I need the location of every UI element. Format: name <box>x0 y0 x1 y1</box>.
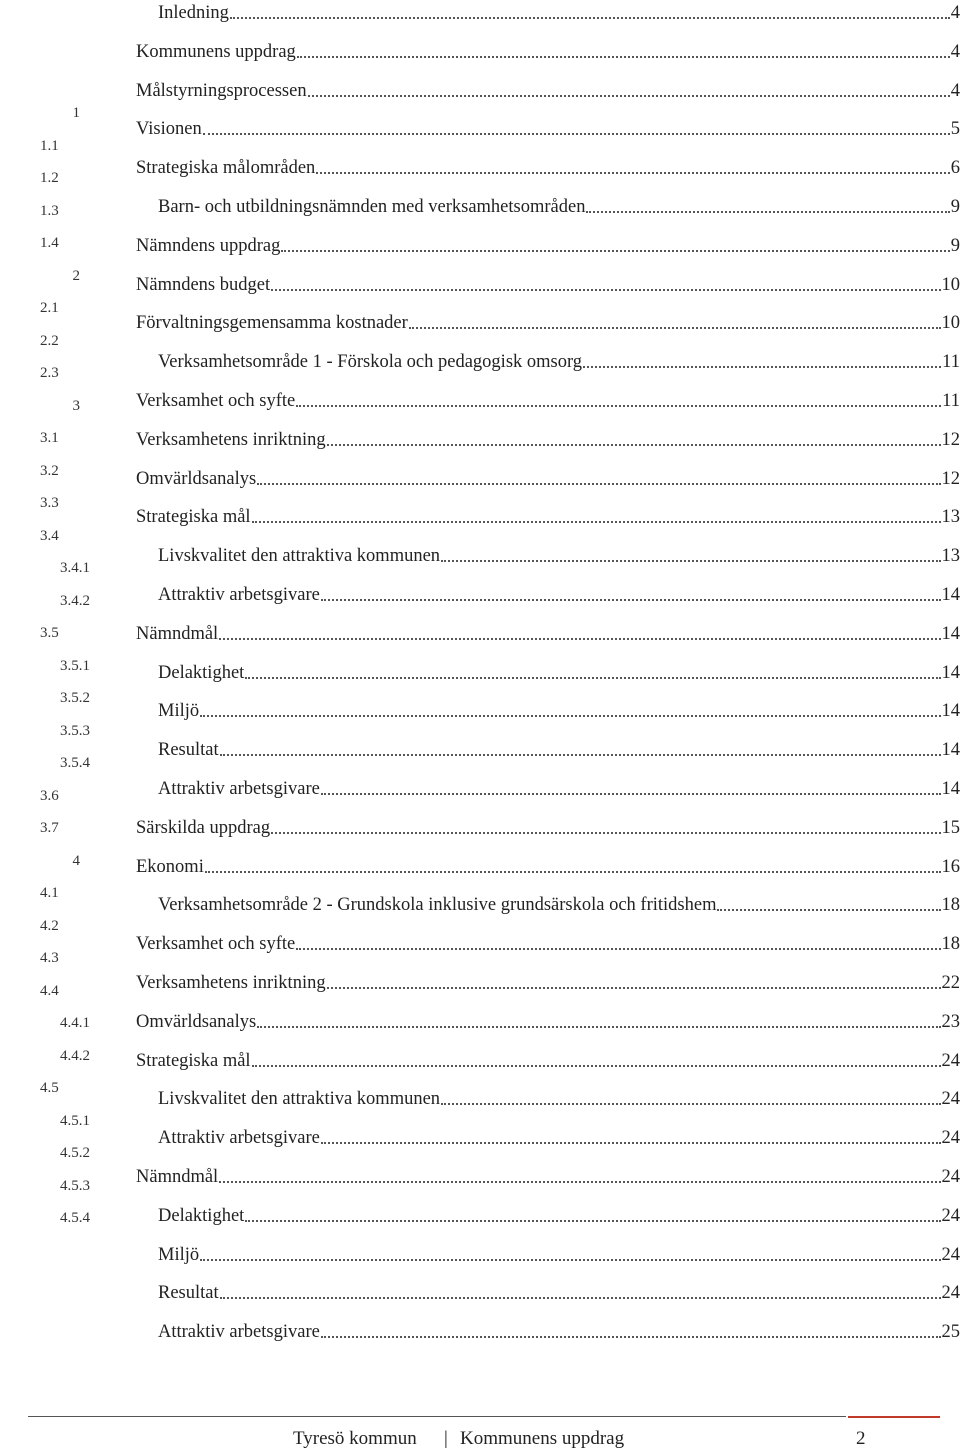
toc-entry[interactable] <box>136 1009 960 1033</box>
toc-entry-title: Miljö <box>158 1244 200 1265</box>
toc-dot-leader <box>245 676 940 679</box>
toc-entry-page: 24 <box>941 1128 960 1149</box>
footer-accent-rule <box>848 1416 940 1418</box>
toc-entry[interactable] <box>136 815 960 839</box>
toc-entry[interactable] <box>136 466 960 490</box>
toc-entry-page: 25 <box>941 1322 960 1343</box>
page-footer <box>0 1425 960 1453</box>
toc-entry-page: 11 <box>942 391 960 411</box>
toc-entry-page: 24 <box>941 1050 960 1071</box>
toc-dot-leader <box>441 559 940 562</box>
toc-entry-page: 14 <box>941 662 960 683</box>
toc-entry[interactable] <box>158 737 960 761</box>
toc-entry-page: 15 <box>941 817 960 838</box>
toc-entry-title: Verksamhetens inriktning <box>136 973 326 993</box>
toc-entry-title: Barn- och utbildningsnämnden med verksamhetsområden <box>158 197 586 217</box>
section-number: 4.3 <box>40 950 59 966</box>
section-number: 4.5.4 <box>60 1210 90 1226</box>
toc-dot-leader <box>219 1180 940 1183</box>
toc-entry-title: Attraktiv arbetsgivare <box>158 1322 320 1343</box>
toc-dot-leader <box>583 365 941 368</box>
toc-entry-page: 24 <box>941 1167 960 1187</box>
toc-dot-leader <box>717 908 940 911</box>
section-number: 3.5.2 <box>60 690 90 706</box>
toc-entry-title: Ekonomi <box>136 856 204 877</box>
toc-entry[interactable] <box>136 155 960 179</box>
toc-dot-leader <box>297 55 950 58</box>
section-number: 3 <box>72 397 80 414</box>
toc-dot-leader <box>220 753 941 756</box>
toc-dot-leader <box>245 1219 940 1222</box>
section-number: 3.5.3 <box>60 722 90 739</box>
section-number: 4.1 <box>40 885 59 901</box>
toc-entry-page: 14 <box>941 585 960 605</box>
toc-entry-title: Strategiska målområden <box>136 158 316 179</box>
toc-entry-title: Visionen <box>136 119 202 140</box>
footer-organization: Tyresö kommun <box>293 1428 417 1449</box>
toc-dot-leader <box>327 986 941 989</box>
toc-entry-page: 24 <box>941 1205 960 1226</box>
section-number: 3.5.1 <box>60 657 90 674</box>
toc-entry-title: Nämndmål <box>136 623 219 644</box>
toc-dot-leader <box>220 1296 941 1299</box>
toc-dot-leader <box>271 288 940 291</box>
toc-entry-title: Strategiska mål <box>136 507 251 528</box>
toc-dot-leader <box>321 1335 941 1338</box>
toc-entry[interactable] <box>158 660 960 684</box>
toc-entry-page: 13 <box>941 546 960 567</box>
footer-rule <box>28 1416 846 1417</box>
toc-entry[interactable] <box>136 1164 960 1188</box>
section-number: 3.1 <box>40 430 59 446</box>
toc-dot-leader <box>321 792 941 795</box>
toc-entry-page: 14 <box>941 740 960 761</box>
toc-entry[interactable] <box>136 427 960 451</box>
toc-dot-leader <box>252 1064 941 1067</box>
toc-dot-leader <box>281 249 949 252</box>
toc-dot-leader <box>252 520 941 523</box>
section-number: 3.5 <box>40 625 59 641</box>
toc-entry-page: 11 <box>942 352 960 373</box>
section-number: 4.4.1 <box>60 1015 90 1031</box>
toc-entry-page: 9 <box>950 235 960 256</box>
footer-separator: | <box>444 1428 448 1449</box>
toc-entry-title: Nämndmål <box>136 1167 219 1187</box>
toc-dot-leader <box>203 132 950 135</box>
toc-entry-page: 4 <box>950 80 960 101</box>
toc-entry[interactable] <box>158 776 960 800</box>
toc-entry[interactable] <box>136 78 960 102</box>
toc-entry[interactable] <box>136 272 960 296</box>
toc-dot-leader <box>200 1258 940 1261</box>
section-number: 4.5.2 <box>60 1145 90 1161</box>
toc-entry[interactable] <box>158 1125 960 1149</box>
toc-entry-page: 12 <box>941 429 960 450</box>
toc-entry[interactable] <box>136 233 960 257</box>
toc-entry[interactable] <box>136 388 960 412</box>
toc-entry[interactable] <box>136 970 960 994</box>
toc-dot-leader <box>321 598 941 601</box>
toc-entry-page: 5 <box>950 119 960 140</box>
section-number: 3.4.2 <box>60 592 90 609</box>
toc-entry-title: Attraktiv arbetsgivare <box>158 585 320 605</box>
section-number: 1.4 <box>40 235 59 251</box>
toc-dot-leader <box>230 16 950 19</box>
toc-entry-title: Attraktiv arbetsgivare <box>158 1128 320 1149</box>
section-number: 3.7 <box>40 820 59 836</box>
section-number: 4 <box>72 852 80 869</box>
toc-entry[interactable] <box>136 39 960 63</box>
toc-entry-page: 18 <box>941 895 960 916</box>
section-number: 2.3 <box>40 365 59 381</box>
section-number: 1 <box>72 105 80 121</box>
toc-entry[interactable] <box>158 543 960 567</box>
toc-entry-title: Förvaltningsgemensamma kostnader <box>136 313 408 334</box>
section-number: 1.2 <box>40 170 59 186</box>
toc-dot-leader <box>296 947 940 950</box>
toc-entry-page: 10 <box>941 274 960 295</box>
toc-entry-page: 10 <box>941 313 960 334</box>
toc-entry-title: Inledning <box>158 3 229 23</box>
toc-entry-title: Nämndens budget <box>136 274 271 295</box>
toc-entry-title: Verksamhetens inriktning <box>136 429 326 450</box>
toc-entry[interactable] <box>158 892 960 916</box>
section-number: 4.5 <box>40 1080 59 1096</box>
toc-entry-title: Verksamhet och syfte <box>136 391 296 411</box>
toc-dot-leader <box>321 1141 941 1144</box>
toc-entry-page: 24 <box>941 1283 960 1304</box>
toc-entry[interactable] <box>136 310 960 334</box>
toc-entry-title: Omvärldsanalys <box>136 1011 257 1032</box>
toc-entry[interactable] <box>158 698 960 722</box>
toc-entry-page: 12 <box>941 468 960 489</box>
toc-entry-page: 18 <box>941 934 960 955</box>
toc-entry-page: 23 <box>941 1011 960 1032</box>
toc-entry[interactable] <box>158 349 960 373</box>
toc-entry[interactable] <box>136 1048 960 1072</box>
toc-entry-title: Attraktiv arbetsgivare <box>158 779 320 799</box>
section-number: 1.1 <box>40 137 59 154</box>
toc-entry[interactable] <box>158 1086 960 1110</box>
toc-entry-title: Delaktighet <box>158 1205 245 1226</box>
toc-entry-page: 14 <box>941 623 960 644</box>
toc-dot-leader <box>409 326 941 329</box>
toc-entry-page: 4 <box>950 3 960 23</box>
section-number: 4.5.3 <box>60 1177 90 1194</box>
toc-entry[interactable] <box>158 194 960 218</box>
toc-entry-title: Nämndens uppdrag <box>136 235 281 256</box>
toc-entry-title: Målstyrningsprocessen <box>136 80 307 101</box>
toc-entry-page: 13 <box>941 507 960 528</box>
toc-entry-page: 22 <box>941 973 960 993</box>
toc-entry-title: Miljö <box>158 701 200 722</box>
toc-entry[interactable] <box>158 1319 960 1343</box>
section-number: 4.4.2 <box>60 1047 90 1064</box>
toc-entry[interactable] <box>158 1203 960 1227</box>
toc-entry-page: 6 <box>950 158 960 179</box>
toc-entry[interactable] <box>136 931 960 955</box>
toc-dot-leader <box>308 94 950 97</box>
section-number: 3.5.4 <box>60 755 90 771</box>
toc-entry-page: 24 <box>941 1244 960 1265</box>
toc-dot-leader <box>586 210 949 213</box>
toc-dot-leader <box>316 171 949 174</box>
toc-entry-page: 14 <box>941 779 960 799</box>
section-number: 3.4.1 <box>60 560 90 576</box>
toc-dot-leader <box>257 1025 940 1028</box>
footer-page-number: 2 <box>856 1428 866 1449</box>
toc-dot-leader <box>205 870 941 873</box>
section-number: 3.3 <box>40 495 59 511</box>
toc-entry-page: 24 <box>941 1089 960 1110</box>
toc-entry-title: Kommunens uppdrag <box>136 41 296 62</box>
toc-entry-title: Strategiska mål <box>136 1050 251 1071</box>
toc-dot-leader <box>296 404 941 407</box>
section-number: 4.2 <box>40 917 59 934</box>
section-number: 2.1 <box>40 300 59 316</box>
toc-dot-leader <box>200 714 940 717</box>
section-number: 1.3 <box>40 202 59 219</box>
toc-entry-title: Resultat <box>158 1283 219 1304</box>
toc-dot-leader <box>219 637 940 640</box>
toc-entry[interactable] <box>158 1280 960 1304</box>
toc-entry-title: Särskilda uppdrag <box>136 817 271 838</box>
toc-entry-page: 16 <box>941 856 960 877</box>
toc-entry-title: Omvärldsanalys <box>136 468 257 489</box>
toc-entry-title: Verksamhet och syfte <box>136 934 296 955</box>
section-number: 4.4 <box>40 982 59 999</box>
toc-entry-title: Livskvalitet den attraktiva kommunen <box>158 546 441 567</box>
toc-entry[interactable] <box>158 582 960 606</box>
section-number: 3.4 <box>40 527 59 544</box>
toc-dot-leader <box>441 1102 940 1105</box>
toc-entry[interactable] <box>136 854 960 878</box>
toc-entry-title: Verksamhetsområde 2 - Grundskola inklusive grundsärskola och fritidshem <box>158 895 717 916</box>
section-number: 3.2 <box>40 462 59 479</box>
toc-entry-title: Livskvalitet den attraktiva kommunen <box>158 1089 441 1110</box>
section-number: 2 <box>72 267 80 284</box>
toc-entry-title: Resultat <box>158 740 219 761</box>
toc-entry-title: Verksamhetsområde 1 - Förskola och pedagogisk omsorg <box>158 352 583 373</box>
footer-document-title: Kommunens uppdrag <box>460 1428 625 1449</box>
section-number: 2.2 <box>40 332 59 349</box>
toc-dot-leader <box>271 831 940 834</box>
toc-entry-page: 14 <box>941 701 960 722</box>
section-number: 3.6 <box>40 787 59 804</box>
toc-dot-leader <box>257 482 940 485</box>
toc-entry-page: 4 <box>950 41 960 62</box>
section-number: 4.5.1 <box>60 1112 90 1129</box>
toc-entry[interactable] <box>136 504 960 528</box>
toc-entry[interactable] <box>158 0 960 24</box>
toc-entry-title: Delaktighet <box>158 662 245 683</box>
toc-entry-page: 9 <box>950 197 960 217</box>
toc-entry[interactable] <box>158 1242 960 1266</box>
toc-entry[interactable] <box>136 116 960 140</box>
toc-entry[interactable] <box>136 621 960 645</box>
toc-dot-leader <box>327 443 941 446</box>
